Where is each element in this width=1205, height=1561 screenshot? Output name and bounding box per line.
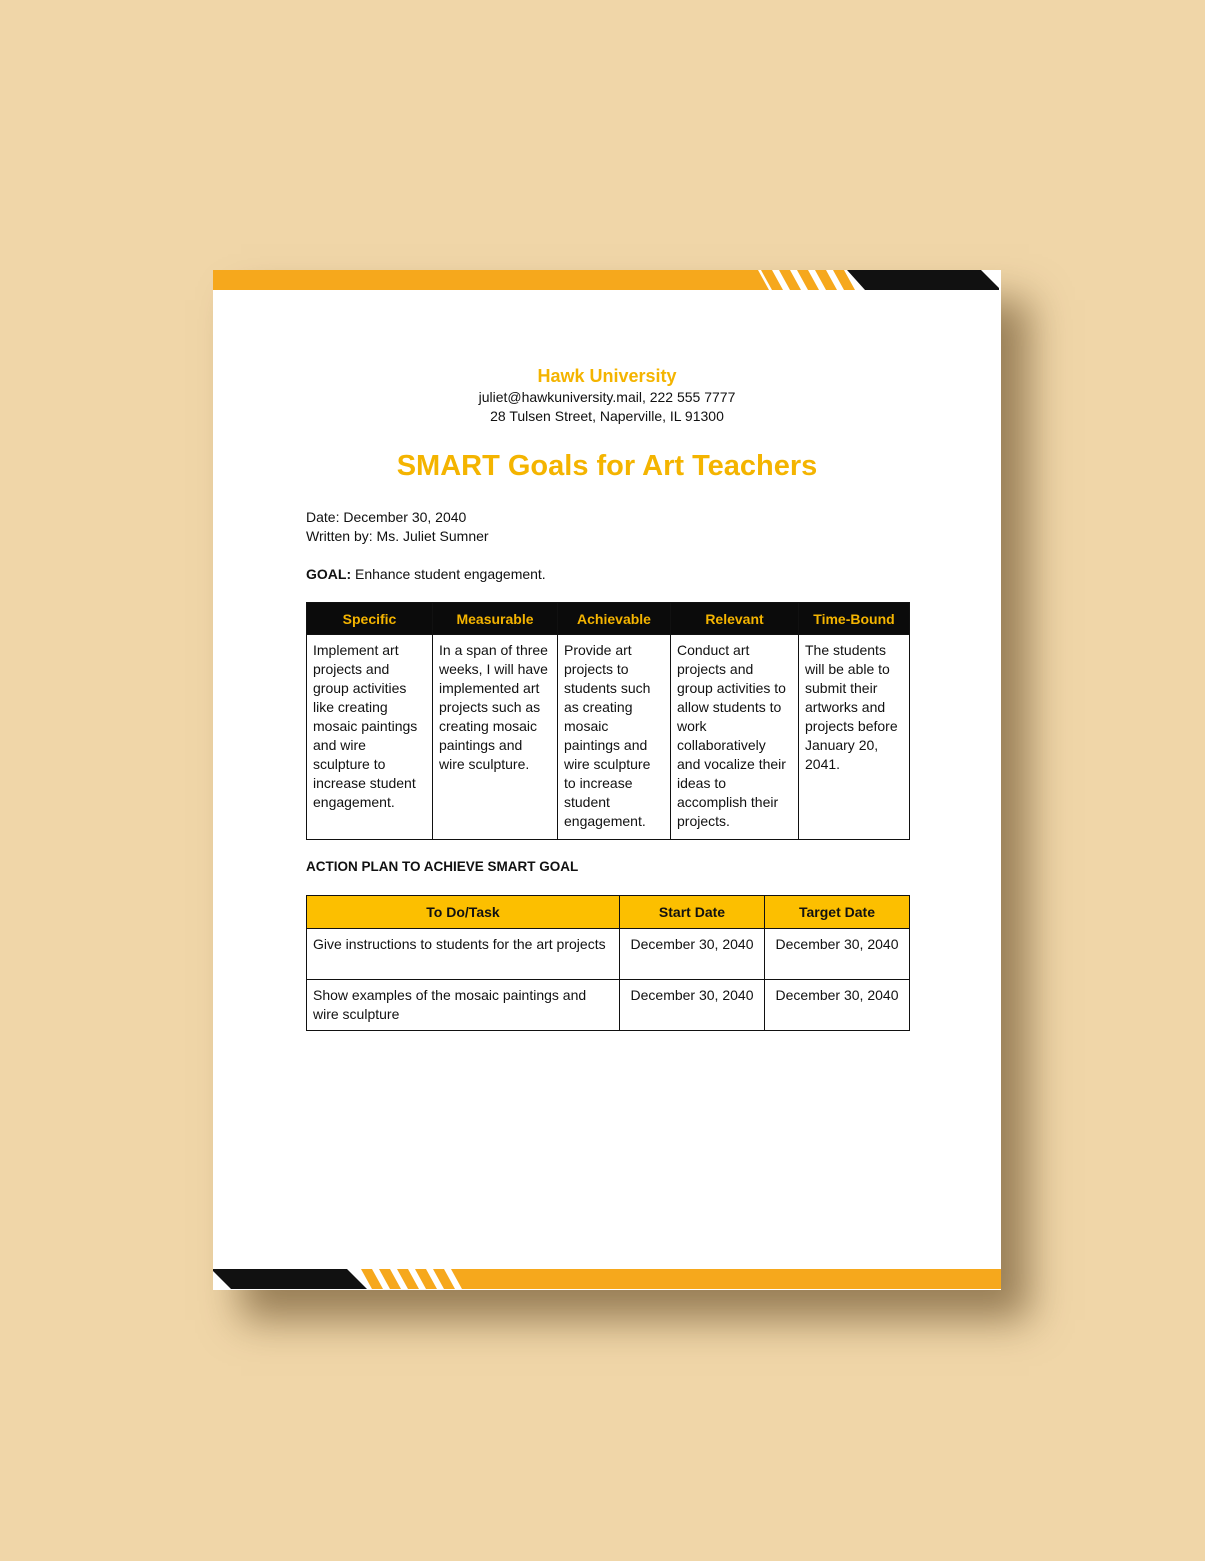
top-decorative-band (213, 270, 1001, 290)
cell-time-bound: The students will be able to submit their artworks and projects before January 20, 2041. (799, 635, 910, 840)
cell-relevant: Conduct art projects and group activities to allow students to work collaboratively and vocalize their ideas to accomplish their projects. (671, 635, 799, 840)
header-task: To Do/Task (307, 896, 620, 929)
target-date-cell: December 30, 2040 (765, 980, 910, 1031)
header-target-date: Target Date (765, 896, 910, 929)
header-specific: Specific (307, 603, 433, 635)
document-title: SMART Goals for Art Teachers (396, 450, 818, 482)
action-plan-table (306, 895, 910, 1031)
start-date-cell: December 30, 2040 (620, 980, 765, 1031)
goal-text: Enhance student engagement. (351, 566, 546, 582)
header-start-date: Start Date (620, 896, 765, 929)
letterhead (213, 364, 1001, 426)
target-date-cell: December 30, 2040 (765, 929, 910, 980)
header-achievable: Achievable (558, 603, 671, 635)
smart-goals-table (306, 602, 910, 840)
document-page (213, 270, 1001, 1290)
written-by-line: Written by: Ms. Juliet Sumner (306, 528, 489, 544)
plan-header-row (307, 896, 910, 929)
goal-label: GOAL: (306, 566, 352, 582)
bottom-decorative-band (213, 1269, 1001, 1289)
address-line: 28 Tulsen Street, Naperville, IL 91300 (490, 408, 724, 424)
contact-line: juliet@hawkuniversity.mail, 222 555 7777 (478, 389, 736, 405)
table-row (307, 980, 910, 1031)
start-date-cell: December 30, 2040 (620, 929, 765, 980)
date-line: Date: December 30, 2040 (306, 509, 467, 525)
smart-content-row (307, 635, 910, 840)
task-cell: Give instructions to students for the art projects (307, 929, 620, 980)
task-cell: Show examples of the mosaic paintings and wire sculpture (307, 980, 620, 1031)
document-meta (306, 508, 489, 546)
action-plan-heading: ACTION PLAN TO ACHIEVE SMART GOAL (306, 859, 579, 874)
university-name: Hawk University (537, 366, 677, 386)
header-measurable: Measurable (433, 603, 558, 635)
header-relevant: Relevant (671, 603, 799, 635)
cell-measurable: In a span of three weeks, I will have implemented art projects such as creating mosaic paintings and wire sculpture. (433, 635, 558, 840)
cell-specific: Implement art projects and group activities like creating mosaic paintings and wire sculpture to increase student engagement. (307, 635, 433, 840)
smart-header-row (307, 603, 910, 635)
goal-statement (306, 565, 546, 584)
table-row (307, 929, 910, 980)
header-time-bound: Time-Bound (799, 603, 910, 635)
cell-achievable: Provide art projects to students such as creating mosaic paintings and wire sculpture to increase student engagement. (558, 635, 671, 840)
